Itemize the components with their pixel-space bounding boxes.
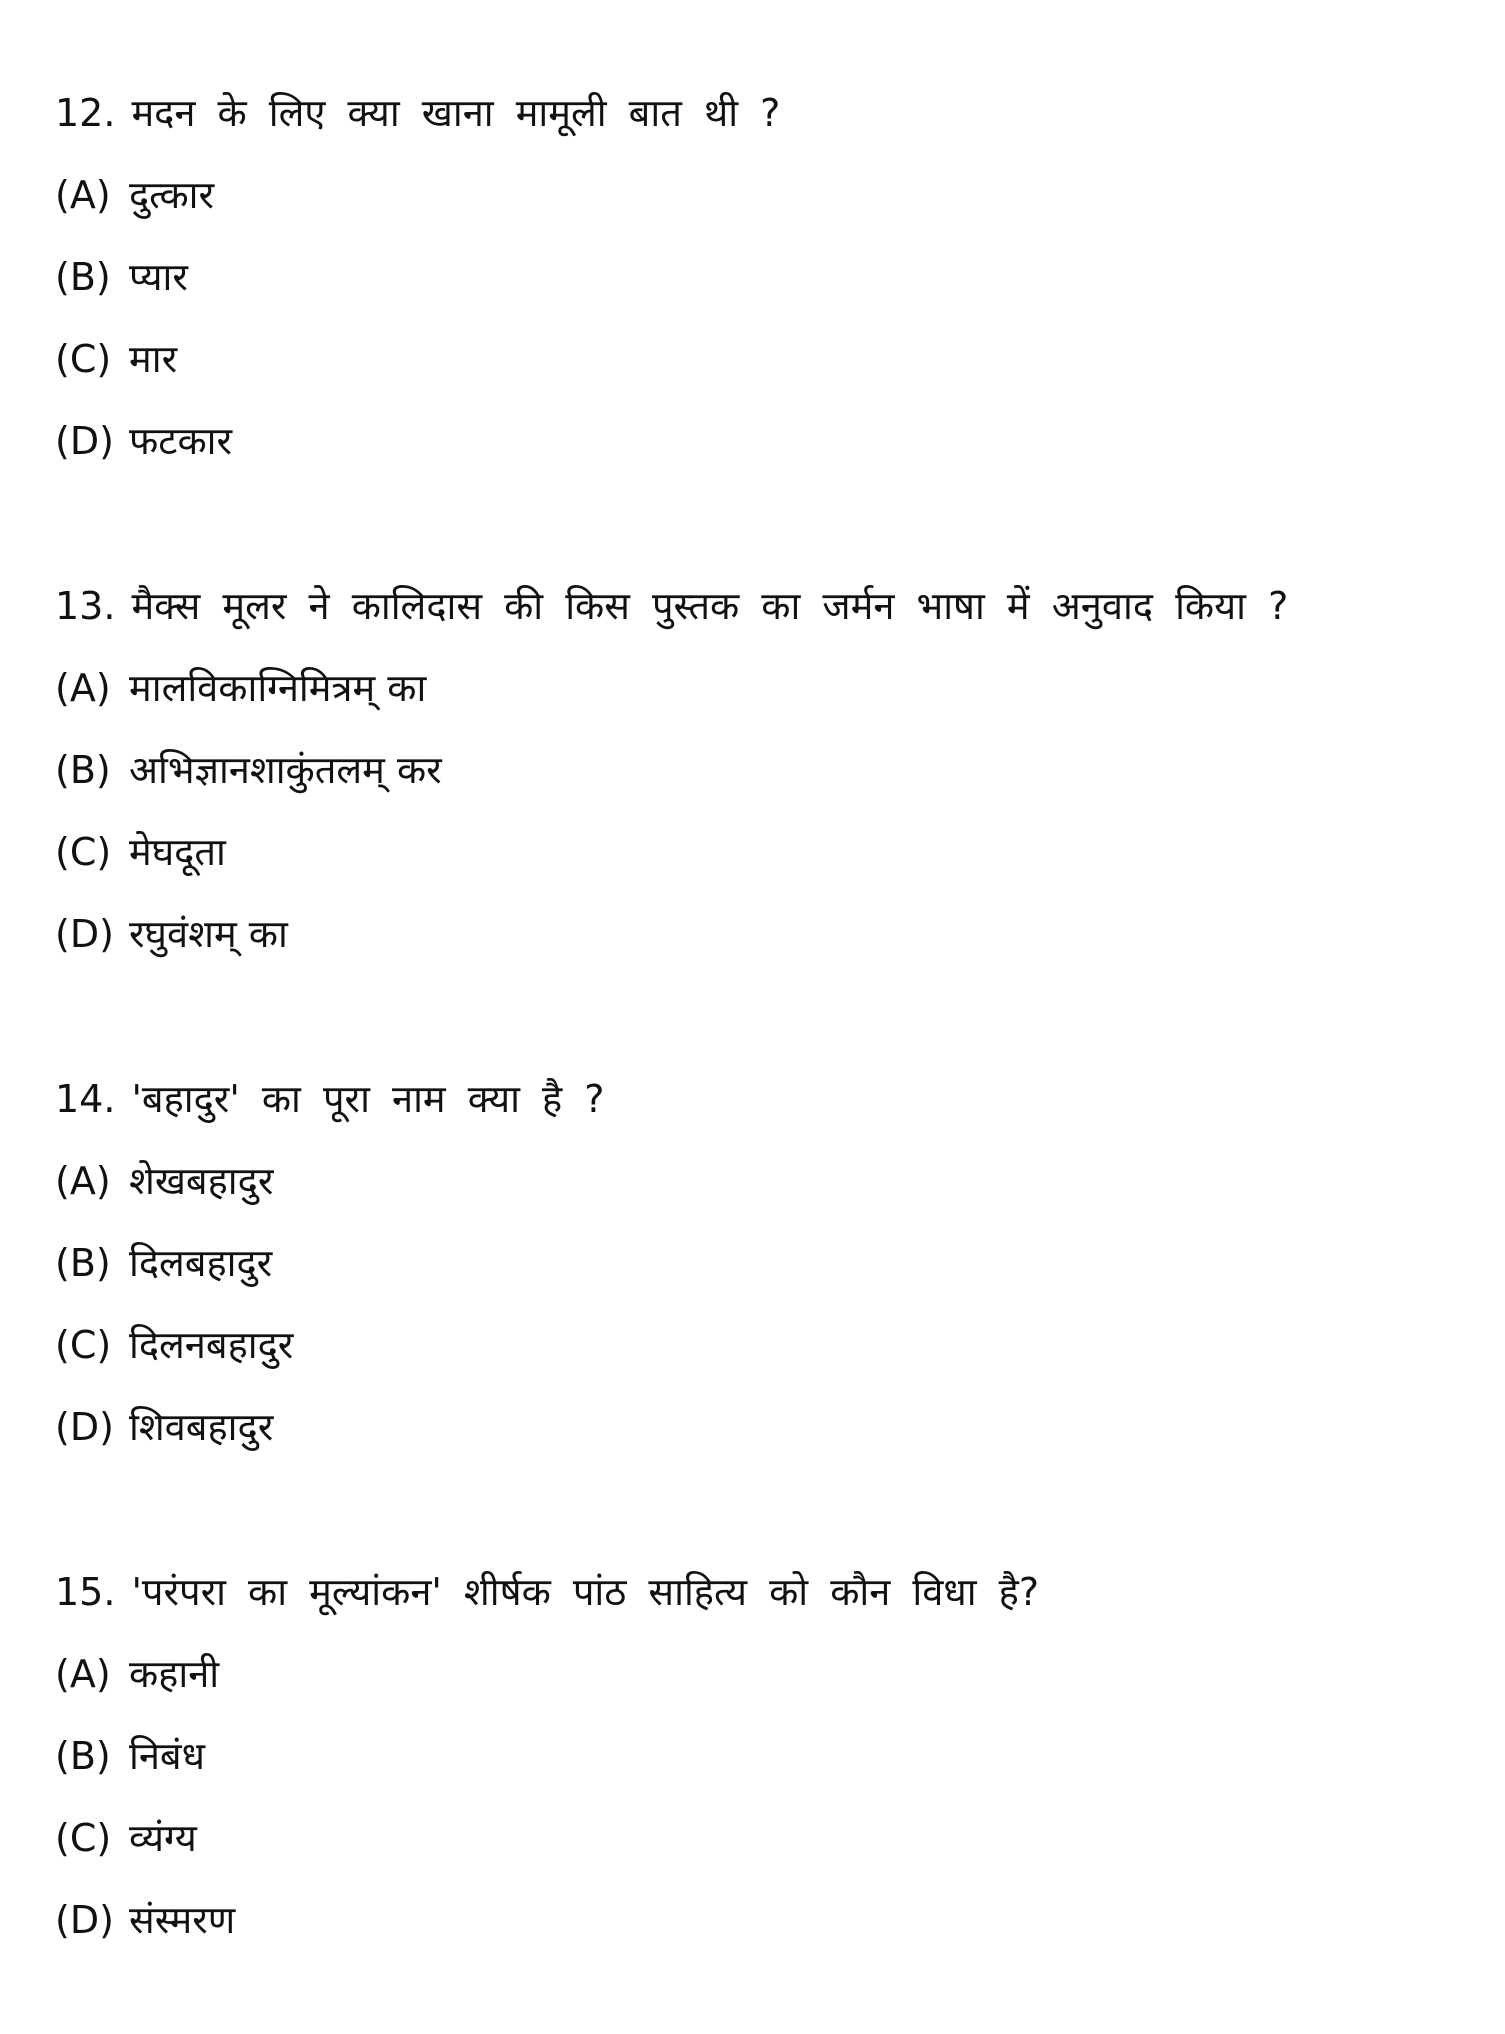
question-number: 14. [55,1077,116,1121]
option-a [55,1140,1455,1222]
question-number: 12. [55,91,116,135]
question-line [55,565,1455,647]
option-a [55,154,1455,236]
option-c [55,1304,1455,1386]
option-b [55,1222,1455,1304]
option-label: (A) [55,666,111,710]
option-text: व्यंग्य [129,1816,197,1860]
question-text: मदन के लिए क्या खाना मामूली बात थी ? [131,91,781,135]
option-c [55,811,1455,893]
option-label: (C) [55,337,112,381]
option-text: मालविकाग्निमित्रम् का [129,666,427,710]
question-number: 15. [55,1570,116,1614]
option-text: फटकार [129,419,233,463]
option-label: (B) [55,1734,111,1778]
question-text: 'बहादुर' का पूरा नाम क्या है ? [131,1077,605,1121]
option-label: (C) [55,1816,112,1860]
option-a [55,647,1455,729]
option-text: संस्मरण [129,1898,236,1942]
option-text: निबंध [129,1734,206,1778]
option-b [55,729,1455,811]
option-text: शिवबहादुर [129,1405,274,1449]
option-text: कहानी [129,1652,220,1696]
option-b [55,1715,1455,1797]
option-label: (A) [55,1159,111,1203]
option-label: (B) [55,255,111,299]
option-text: दिलबहादुर [129,1241,273,1285]
option-label: (B) [55,748,111,792]
question-line [55,1551,1455,1633]
option-text: दुत्कार [129,173,215,217]
option-label: (D) [55,419,114,463]
question-14 [55,1058,1455,1468]
option-text: अभिज्ञानशाकुंतलम् कर [129,748,442,792]
option-c [55,1797,1455,1879]
option-label: (A) [55,1652,111,1696]
option-label: (B) [55,1241,111,1285]
question-15 [55,1551,1455,1961]
question-text: 'परंपरा का मूल्यांकन' शीर्षक पांठ साहित्य को कौन विधा है? [131,1570,1040,1614]
option-label: (C) [55,830,112,874]
option-label: (D) [55,1405,114,1449]
option-text: मेघदूता [129,830,226,874]
option-d [55,400,1455,482]
question-number: 13. [55,584,116,628]
option-d [55,1386,1455,1468]
question-13 [55,565,1455,975]
option-d [55,1879,1455,1961]
option-text: मार [129,337,178,381]
question-12 [55,72,1455,482]
option-label: (D) [55,912,114,956]
option-b [55,236,1455,318]
option-d [55,893,1455,975]
option-label: (C) [55,1323,112,1367]
option-label: (A) [55,173,111,217]
option-text: दिलनबहादुर [129,1323,294,1367]
option-label: (D) [55,1898,114,1942]
option-text: रघुवंशम् का [129,912,288,956]
option-text: प्यार [129,255,188,299]
question-line [55,72,1455,154]
option-a [55,1633,1455,1715]
question-line [55,1058,1455,1140]
option-text: शेखबहादुर [129,1159,274,1203]
question-text: मैक्स मूलर ने कालिदास की किस पुस्तक का जर्मन भाषा में अनुवाद किया ? [131,584,1289,628]
option-c [55,318,1455,400]
